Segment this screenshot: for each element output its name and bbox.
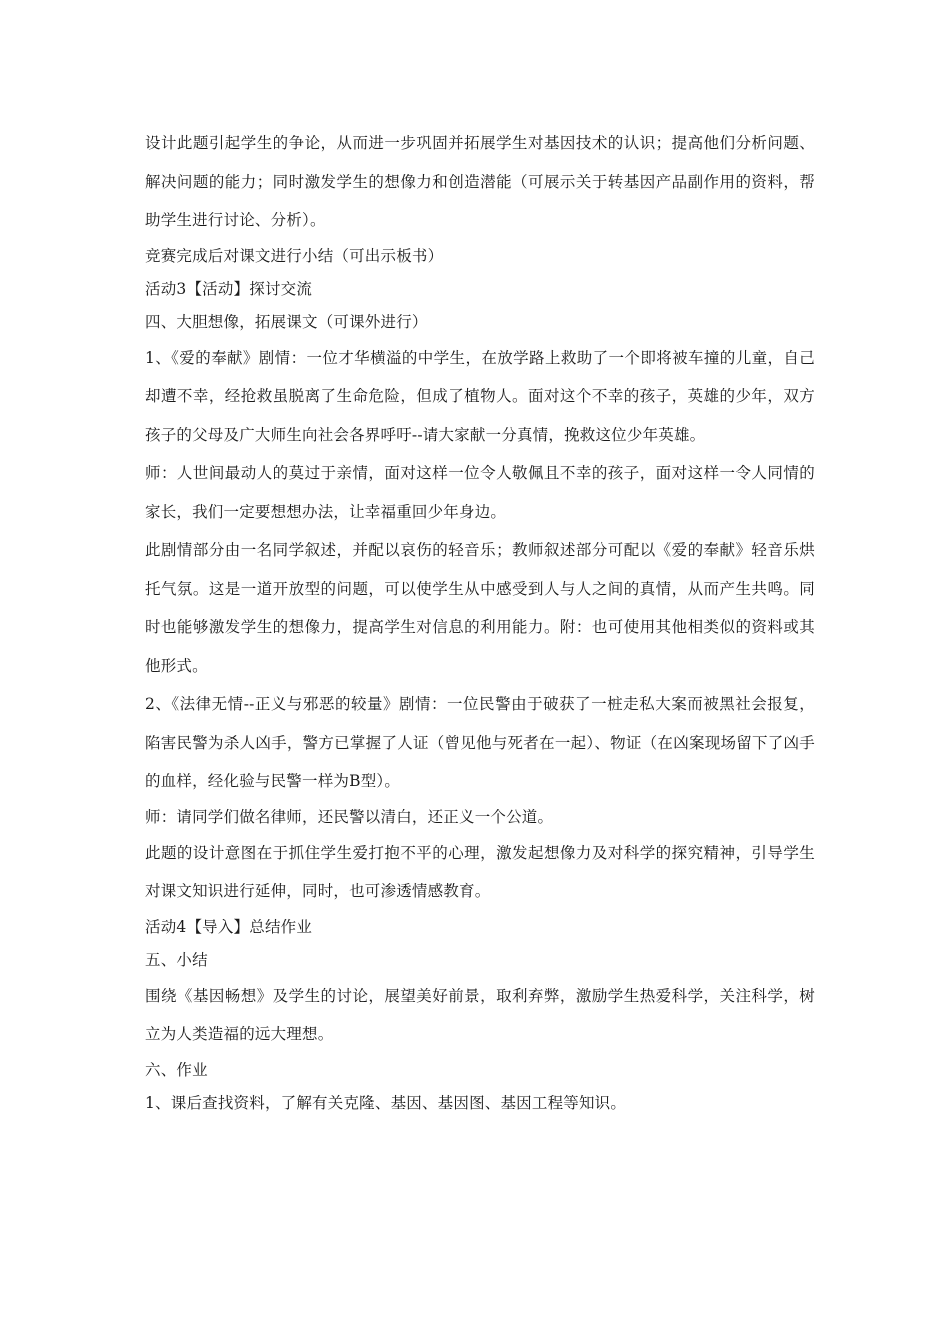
paragraph-design-intent-1: 设计此题引起学生的争论，从而进一步巩固并拓展学生对基因技术的认识；提高他们分析问题、解决问题的能力；同时激发学生的想像力和创造潜能（可展示关于转基因产品副作用的资料，帮助学生进行讨论、分析）。 [145,134,815,229]
paragraph-design-intent-3: 此题的设计意图在于抓住学生爱打抱不平的心理，激发起想像力及对科学的探究精神，引导学生对课文知识进行延伸，同时，也可渗透情感教育。 [145,843,815,900]
paragraph-plot-1: 1、《爱的奉献》剧情：一位才华横溢的中学生，在放学路上救助了一个即将被车撞的儿童，自己却遭不幸，经抢救虽脱离了生命危险，但成了植物人。面对这个不幸的孩子，英雄的少年，双方孩子的父母及广大师生向社会各界呼吁--请大家献一分真情，挽救这位少年英雄。 [145,348,815,444]
heading-section-5: 五、小结 [145,950,208,969]
paragraph-plot-2: 2、《法律无情--正义与邪恶的较量》剧情：一位民警由于破获了一桩走私大案而被黑社会报复，陷害民警为杀人凶手，警方已掌握了人证（曾见他与死者在一起）、物证（在凶案现场留下了凶手的血样，经化验与民警一样为B型）。 [145,695,815,790]
heading-section-6: 六、作业 [145,1060,208,1079]
paragraph-teacher-1: 师：人世间最动人的莫过于亲情，面对这样一位令人敬佩且不幸的孩子，面对这样一令人同情的家长，我们一定要想想办法，让幸福重回少年身边。 [145,464,815,521]
heading-section-4: 四、大胆想像，拓展课文（可课外进行） [145,312,428,331]
document-body [145,124,815,1120]
paragraph-teacher-2: 师：请同学们做名律师，还民警以清白，还正义一个公道。 [145,807,554,826]
paragraph-homework-1: 1、课后查找资料，了解有关克隆、基因、基因图、基因工程等知识。 [145,1093,627,1112]
heading-activity-4: 活动4【导入】总结作业 [145,917,313,936]
paragraph-summary-note: 竞赛完成后对课文进行小结（可出示板书） [145,246,444,265]
heading-activity-3: 活动3【活动】探讨交流 [145,279,313,298]
paragraph-design-intent-2: 此剧情部分由一名同学叙述，并配以哀伤的轻音乐；教师叙述部分可配以《爱的奉献》轻音乐烘托气氛。这是一道开放型的问题，可以使学生从中感受到人与人之间的真情，从而产生共鸣。同时也能够激发学生的想像力，提高学生对信息的利用能力。附：也可使用其他相类似的资料或其他形式。 [145,541,815,675]
paragraph-summary: 围绕《基因畅想》及学生的讨论，展望美好前景，取利弃弊，激励学生热爱科学，关注科学，树立为人类造福的远大理想。 [145,986,815,1043]
